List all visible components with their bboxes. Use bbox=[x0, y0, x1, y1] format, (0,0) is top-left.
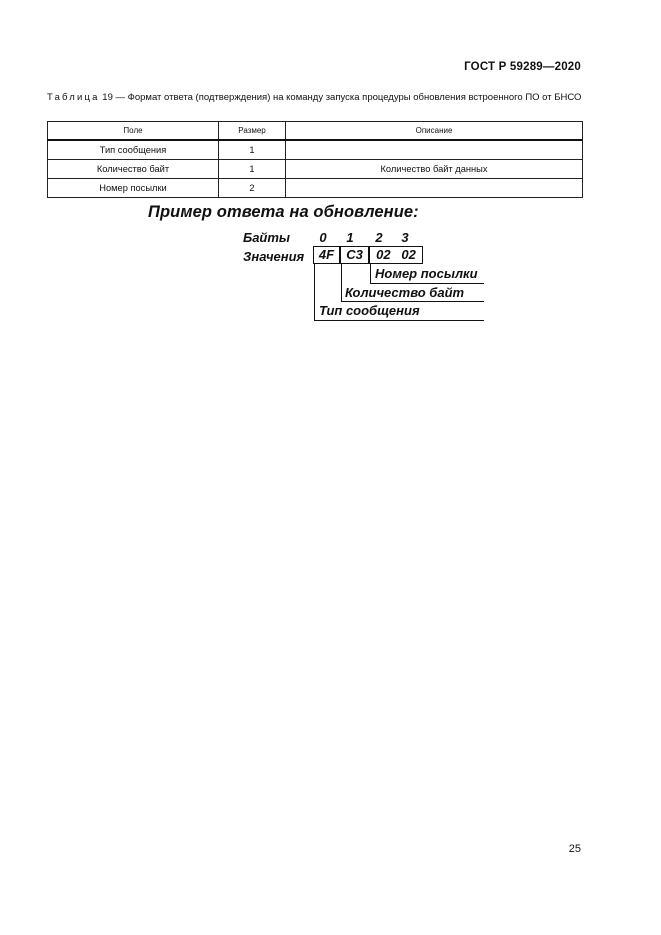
table-caption bbox=[47, 92, 587, 104]
byte-value-3: 02 bbox=[401, 247, 416, 262]
cell-field: Тип сообщения bbox=[48, 140, 219, 160]
byte-value-2: 02 bbox=[376, 247, 391, 262]
column-header-description: Описание bbox=[286, 122, 583, 141]
annotation-message-type: Тип сообщения bbox=[319, 303, 420, 318]
cell-description bbox=[286, 140, 583, 160]
column-header-size: Размер bbox=[219, 122, 286, 141]
annotation-byte-count: Количество байт bbox=[345, 285, 465, 300]
table-row bbox=[48, 140, 583, 160]
annotation-packet-number: Номер посылки bbox=[375, 266, 478, 281]
byte-index-2: 2 bbox=[375, 230, 383, 245]
page-number: 25 bbox=[568, 843, 581, 855]
cell-field: Количество байт bbox=[48, 160, 219, 179]
table-row bbox=[48, 160, 583, 179]
table-row bbox=[48, 179, 583, 198]
cell-description bbox=[286, 179, 583, 198]
byte-value-1: C3 bbox=[340, 246, 369, 264]
table-caption-label: Таблица bbox=[47, 92, 100, 103]
byte-index-0: 0 bbox=[319, 230, 327, 245]
byte-value-2-3 bbox=[369, 246, 423, 264]
byte-index-3: 3 bbox=[401, 230, 409, 245]
cell-size: 1 bbox=[219, 140, 286, 160]
cell-description: Количество байт данных bbox=[286, 160, 583, 179]
cell-size: 1 bbox=[219, 160, 286, 179]
cell-size: 2 bbox=[219, 179, 286, 198]
byte-value-0: 4F bbox=[313, 246, 340, 264]
byte-index-1: 1 bbox=[346, 230, 354, 245]
values-label: Значения bbox=[243, 249, 305, 264]
example-title: Пример ответа на обновление: bbox=[148, 203, 419, 221]
bytes-label: Байты bbox=[243, 230, 291, 245]
column-header-field: Поле bbox=[48, 122, 219, 141]
document-standard-header: ГОСТ Р 59289—2020 bbox=[464, 61, 581, 73]
cell-field: Номер посылки bbox=[48, 179, 219, 198]
table-header-row bbox=[48, 122, 583, 141]
table-caption-text: 19 — Формат ответа (подтверждения) на команду запуска процедуры обновления встроенного ПО от БНСО bbox=[102, 92, 582, 103]
response-format-table bbox=[47, 121, 583, 198]
